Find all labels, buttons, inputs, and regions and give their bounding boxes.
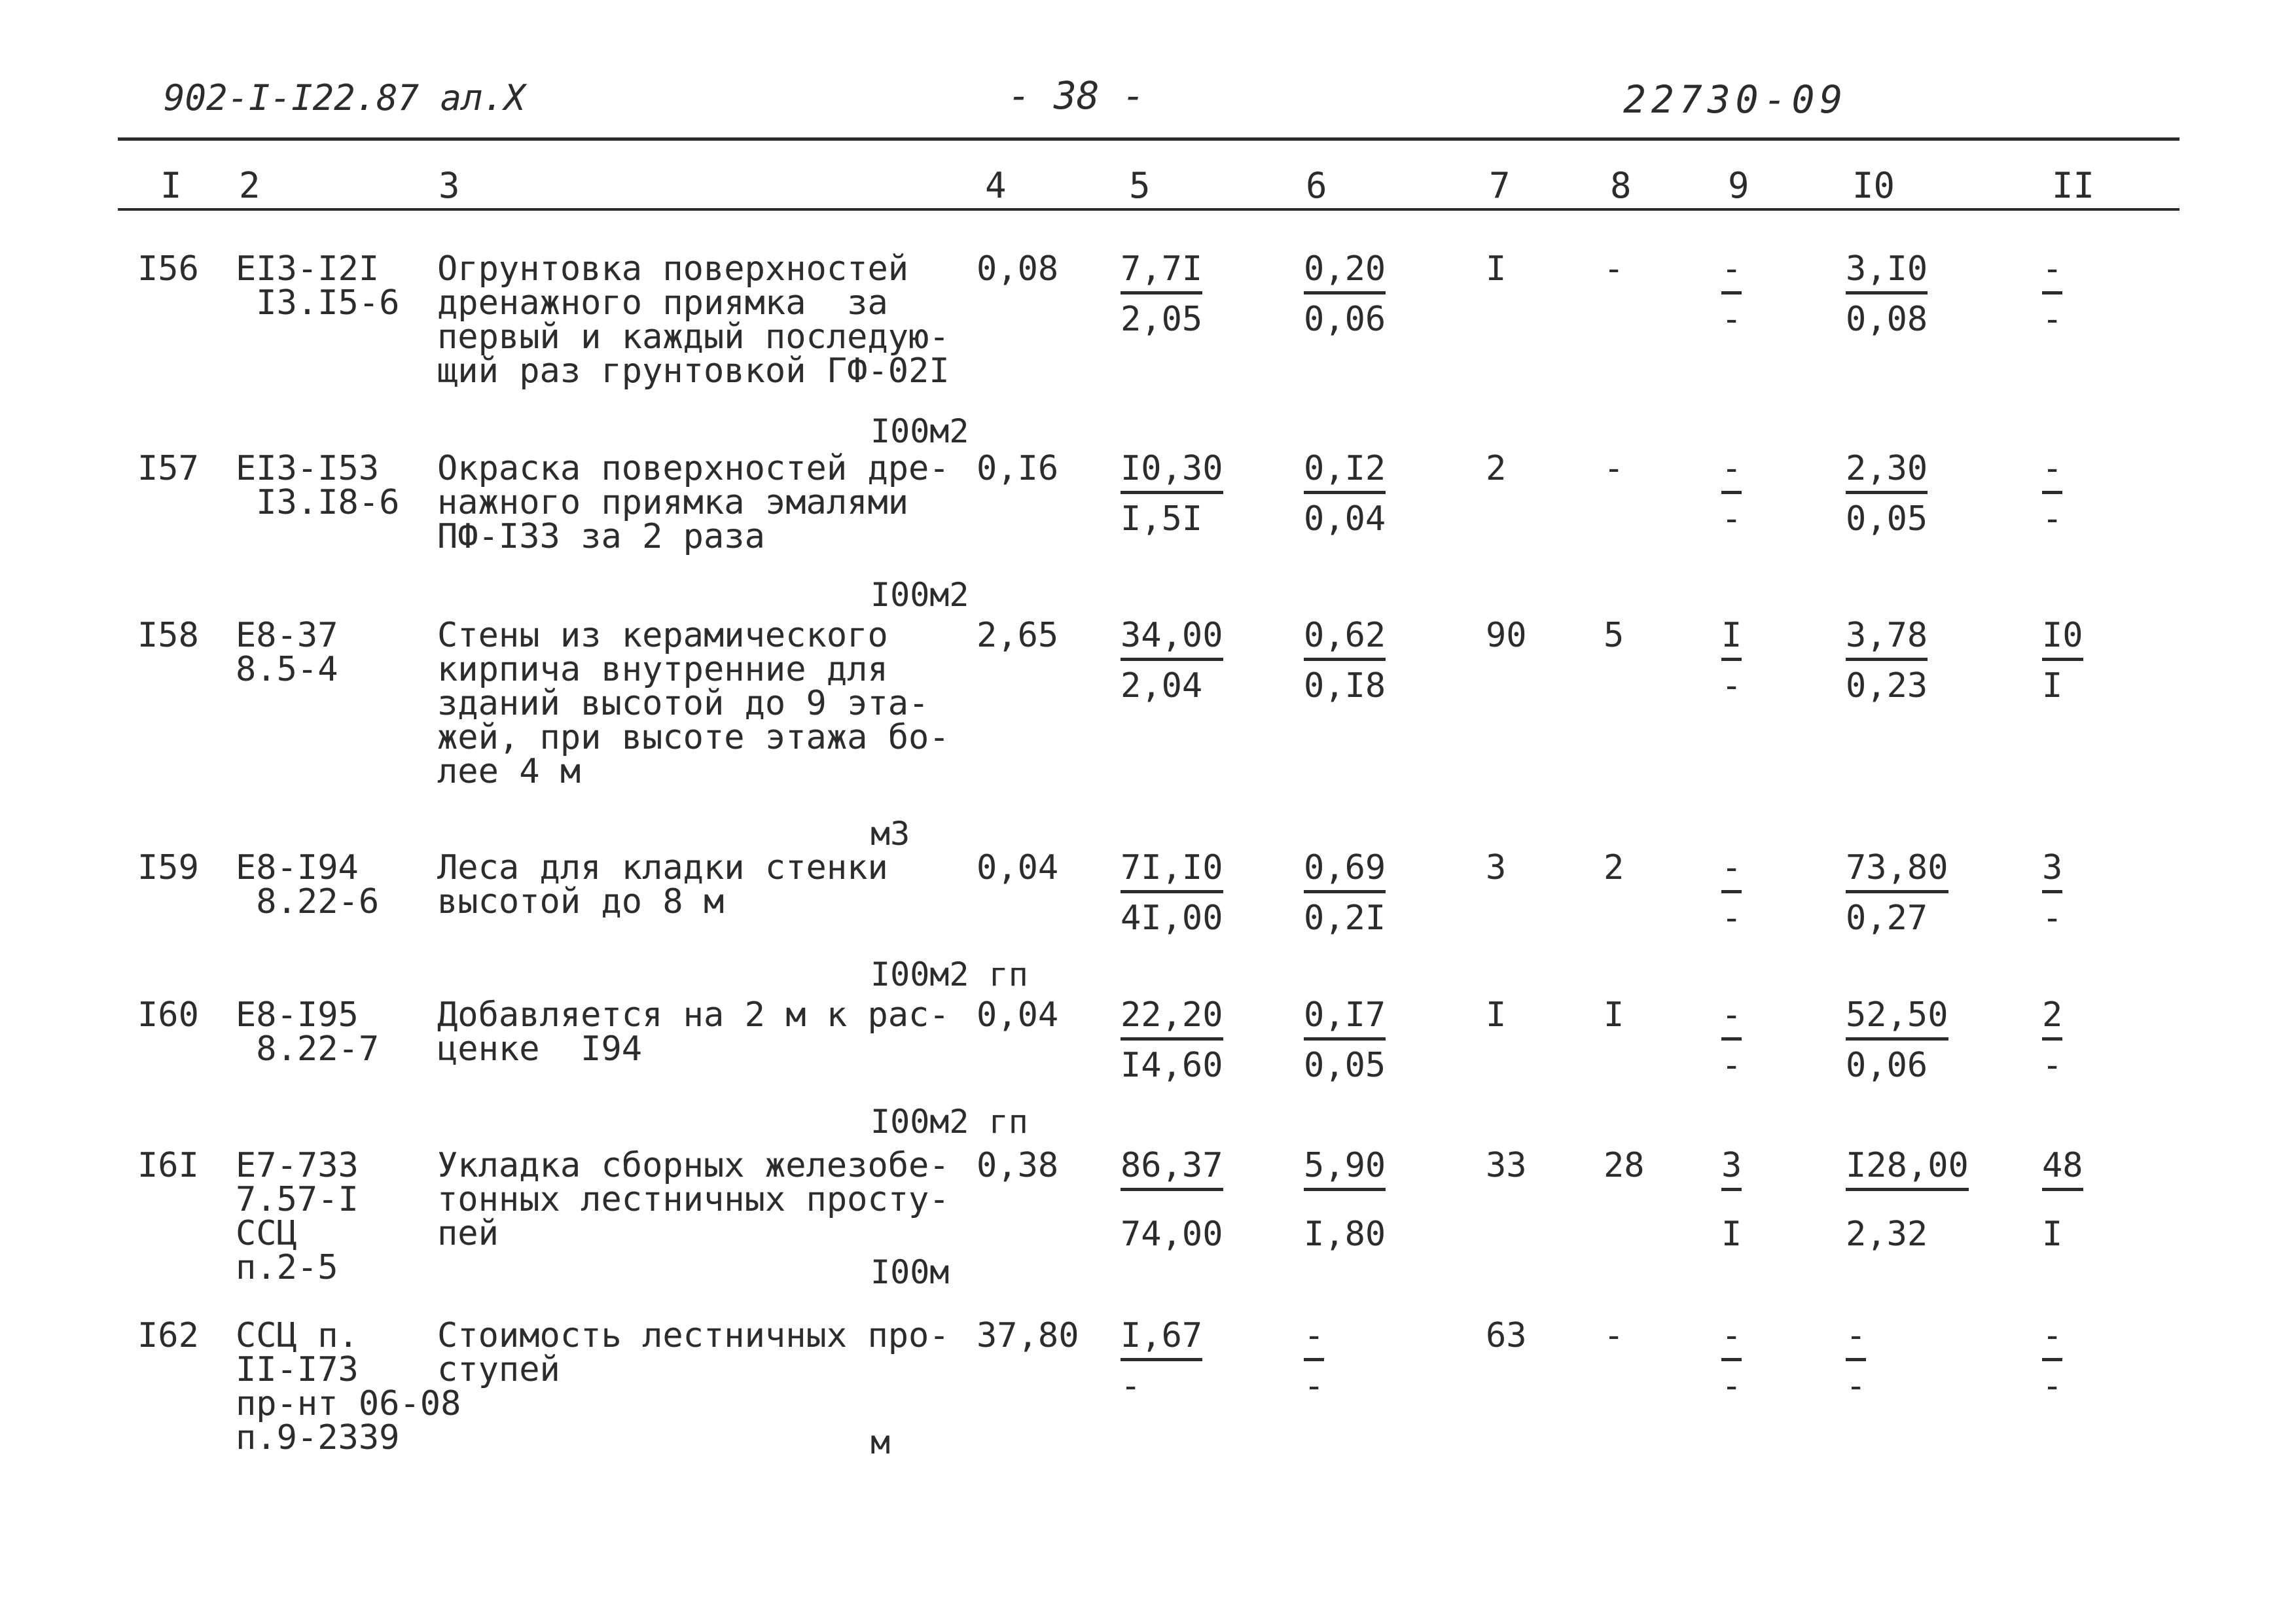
fraction-denominator: - bbox=[1846, 1366, 1867, 1406]
column-7-value: 3 bbox=[1486, 848, 1507, 887]
fraction-denominator: - bbox=[1721, 1046, 1742, 1085]
work-description: Укладка сборных железобе- тонных лестничных просту- пей bbox=[437, 1146, 950, 1253]
fraction-cell bbox=[1121, 848, 1223, 938]
fraction-cell bbox=[1846, 848, 1948, 938]
fraction-numerator: 2,30 bbox=[1846, 452, 1928, 494]
measurement-unit: I00м2 гп bbox=[870, 955, 1028, 993]
fraction-cell bbox=[2042, 618, 2083, 703]
measurement-unit: I00м bbox=[870, 1253, 950, 1291]
fraction-cell bbox=[1846, 1146, 1969, 1254]
document-number: 22730-09 bbox=[1623, 77, 1848, 122]
column-header: II bbox=[2052, 165, 2095, 206]
fraction-cell bbox=[2042, 249, 2063, 339]
fraction-denominator: I bbox=[2042, 666, 2063, 705]
fraction-denominator: I bbox=[1721, 1215, 1742, 1254]
fraction-numerator: 0,I2 bbox=[1304, 452, 1386, 494]
fraction-numerator: 22,20 bbox=[1121, 998, 1223, 1041]
fraction-denominator: 0,08 bbox=[1846, 300, 1928, 339]
fraction-cell bbox=[1846, 249, 1928, 339]
fraction-cell bbox=[1121, 449, 1223, 539]
work-description: Добавляется на 2 м к рас- ценке I94 bbox=[437, 995, 950, 1069]
fraction-cell bbox=[1121, 1146, 1223, 1254]
fraction-denominator: - bbox=[1721, 499, 1742, 539]
work-description: Леса для кладки стенки высотой до 8 м bbox=[437, 848, 888, 921]
fraction-cell bbox=[1721, 1316, 1742, 1406]
fraction-denominator: 0,2I bbox=[1304, 899, 1386, 938]
norm-code: E7-733 7.57-I ССЦ п.2-5 bbox=[236, 1146, 359, 1287]
fraction-numerator: - bbox=[1846, 1319, 1866, 1361]
column-header: 7 bbox=[1489, 165, 1511, 206]
fraction-cell bbox=[1121, 1316, 1203, 1406]
column-8-value: - bbox=[1604, 449, 1624, 488]
measurement-unit: I00м2 bbox=[870, 576, 969, 614]
fraction-numerator: - bbox=[2042, 452, 2062, 494]
fraction-cell bbox=[1121, 249, 1203, 339]
top-rule bbox=[118, 137, 2179, 141]
column-7-value: 33 bbox=[1486, 1146, 1527, 1185]
measurement-unit: I00м2 гп bbox=[870, 1103, 1028, 1141]
fraction-denominator: - bbox=[1721, 1366, 1742, 1406]
norm-code: E8-I95 8.22-7 bbox=[236, 995, 380, 1069]
column-header-rule bbox=[118, 208, 2179, 211]
work-description: Огрунтовка поверхностей дренажного приямка за первый и каждый последую- щий раз грунтовкой ГФ-02I bbox=[437, 249, 950, 391]
fraction-denominator: 0,06 bbox=[1846, 1046, 1928, 1085]
norm-code: E8-I94 8.22-6 bbox=[236, 848, 380, 921]
fraction-numerator: - bbox=[1721, 252, 1742, 294]
fraction-numerator: - bbox=[1721, 1319, 1742, 1361]
fraction-denominator: 0,06 bbox=[1304, 300, 1386, 339]
column-header: 2 bbox=[239, 165, 260, 206]
norm-code: ССЦ п. II-I73 пр-нт 06-08 п.9-2339 bbox=[236, 1316, 461, 1457]
fraction-cell bbox=[1721, 618, 1742, 703]
fraction-numerator: 48 bbox=[2042, 1149, 2083, 1191]
fraction-denominator: 0,27 bbox=[1846, 899, 1928, 938]
fraction-numerator: 0,69 bbox=[1304, 851, 1386, 893]
row-number: I62 bbox=[137, 1316, 199, 1355]
fraction-denominator: - bbox=[2042, 499, 2063, 539]
fraction-denominator: - bbox=[1304, 1366, 1325, 1406]
fraction-numerator: 3 bbox=[2042, 851, 2062, 893]
column-header: 8 bbox=[1610, 165, 1632, 206]
column-7-value: 63 bbox=[1486, 1316, 1527, 1355]
fraction-cell bbox=[2042, 848, 2063, 938]
fraction-cell bbox=[2042, 1146, 2083, 1254]
fraction-denominator: - bbox=[2042, 300, 2063, 339]
column-8-value: 5 bbox=[1604, 616, 1624, 655]
fraction-cell bbox=[2042, 1316, 2063, 1406]
fraction-cell bbox=[2042, 995, 2063, 1085]
quantity: 0,04 bbox=[977, 848, 1059, 887]
measurement-unit: м3 bbox=[870, 815, 910, 853]
fraction-numerator: 3 bbox=[1721, 1149, 1742, 1191]
column-8-value: - bbox=[1604, 249, 1624, 289]
fraction-cell bbox=[1721, 249, 1742, 339]
fraction-cell bbox=[1846, 995, 1948, 1085]
fraction-numerator: - bbox=[2042, 252, 2062, 294]
column-7-value: 2 bbox=[1486, 449, 1507, 488]
fraction-denominator: I,5I bbox=[1121, 499, 1203, 539]
fraction-cell bbox=[1846, 1316, 1867, 1406]
work-description: Окраска поверхностей дре- нажного приямка эмалями ПФ-I33 за 2 раза bbox=[437, 449, 950, 556]
column-header: 6 bbox=[1306, 165, 1327, 206]
fraction-cell bbox=[1721, 995, 1742, 1085]
fraction-denominator: I,80 bbox=[1304, 1215, 1386, 1254]
fraction-cell bbox=[1304, 1146, 1386, 1254]
fraction-numerator: 3,I0 bbox=[1846, 252, 1928, 294]
fraction-denominator: 0,05 bbox=[1304, 1046, 1386, 1085]
fraction-cell bbox=[1121, 618, 1223, 703]
page-number: - 38 - bbox=[1008, 73, 1145, 118]
fraction-numerator: 86,37 bbox=[1121, 1149, 1223, 1191]
column-header: I0 bbox=[1852, 165, 1895, 206]
column-8-value: 2 bbox=[1604, 848, 1624, 887]
fraction-denominator: - bbox=[2042, 1046, 2063, 1085]
fraction-numerator: I0 bbox=[2042, 618, 2083, 661]
fraction-denominator: 0,I8 bbox=[1304, 666, 1386, 705]
fraction-denominator: 0,05 bbox=[1846, 499, 1928, 539]
work-description: Стоимость лестничных про- ступей bbox=[437, 1316, 950, 1389]
fraction-numerator: - bbox=[1721, 452, 1742, 494]
fraction-numerator: I,67 bbox=[1121, 1319, 1202, 1361]
fraction-numerator: 0,20 bbox=[1304, 252, 1386, 294]
row-number: I6I bbox=[137, 1146, 199, 1185]
fraction-numerator: 7I,I0 bbox=[1121, 851, 1223, 893]
fraction-numerator: 0,62 bbox=[1304, 618, 1386, 661]
row-number: I56 bbox=[137, 249, 199, 289]
fraction-numerator: 3,78 bbox=[1846, 618, 1928, 661]
fraction-denominator: - bbox=[1721, 899, 1742, 938]
column-header: 3 bbox=[439, 165, 460, 206]
fraction-denominator: - bbox=[2042, 899, 2063, 938]
fraction-denominator: - bbox=[1721, 666, 1742, 705]
fraction-numerator: - bbox=[1721, 851, 1742, 893]
fraction-denominator: 74,00 bbox=[1121, 1215, 1223, 1254]
column-7-value: 90 bbox=[1486, 616, 1527, 655]
fraction-denominator: - bbox=[1721, 300, 1742, 339]
fraction-denominator: 0,23 bbox=[1846, 666, 1928, 705]
fraction-numerator: - bbox=[1304, 1319, 1324, 1361]
column-header: 4 bbox=[985, 165, 1007, 206]
fraction-denominator: 2,05 bbox=[1121, 300, 1203, 339]
fraction-cell bbox=[1304, 995, 1386, 1085]
work-description: Стены из керамического кирпича внутренние для зданий высотой до 9 эта- жей, при высоте этажа бо- лее 4 м bbox=[437, 616, 950, 791]
fraction-cell bbox=[1304, 249, 1386, 339]
fraction-cell bbox=[1721, 449, 1742, 539]
column-7-value: I bbox=[1486, 995, 1507, 1035]
fraction-numerator: - bbox=[2042, 1319, 2062, 1361]
quantity: 0,08 bbox=[977, 249, 1059, 289]
quantity: 37,80 bbox=[977, 1316, 1079, 1355]
measurement-unit: I00м2 bbox=[870, 412, 969, 450]
fraction-denominator: 2,32 bbox=[1846, 1215, 1928, 1254]
fraction-cell bbox=[2042, 449, 2063, 539]
fraction-denominator: - bbox=[2042, 1366, 2063, 1406]
fraction-numerator: I28,00 bbox=[1846, 1149, 1969, 1191]
fraction-numerator: 2 bbox=[2042, 998, 2062, 1041]
fraction-cell bbox=[1304, 618, 1386, 703]
document-code: 902-I-I22.87 ал.X bbox=[164, 77, 526, 118]
fraction-cell bbox=[1304, 848, 1386, 938]
fraction-cell bbox=[1304, 449, 1386, 539]
fraction-denominator: - bbox=[1121, 1366, 1141, 1406]
fraction-denominator: I bbox=[2042, 1215, 2063, 1254]
column-header: 9 bbox=[1728, 165, 1749, 206]
column-8-value: I bbox=[1604, 995, 1624, 1035]
column-header: I bbox=[160, 165, 182, 206]
fraction-denominator: 4I,00 bbox=[1121, 899, 1223, 938]
row-number: I59 bbox=[137, 848, 199, 887]
fraction-numerator: 73,80 bbox=[1846, 851, 1948, 893]
quantity: 2,65 bbox=[977, 616, 1059, 655]
fraction-cell bbox=[1721, 848, 1742, 938]
fraction-denominator: 2,04 bbox=[1121, 666, 1203, 705]
column-8-value: - bbox=[1604, 1316, 1624, 1355]
fraction-cell bbox=[1121, 995, 1223, 1085]
fraction-cell bbox=[1846, 449, 1928, 539]
norm-code: EI3-I53 I3.I8-6 bbox=[236, 449, 400, 522]
fraction-numerator: 34,00 bbox=[1121, 618, 1223, 661]
row-number: I60 bbox=[137, 995, 199, 1035]
quantity: 0,38 bbox=[977, 1146, 1059, 1185]
norm-code: E8-37 8.5-4 bbox=[236, 616, 338, 689]
column-7-value: I bbox=[1486, 249, 1507, 289]
fraction-numerator: 5,90 bbox=[1304, 1149, 1386, 1191]
row-number: I57 bbox=[137, 449, 199, 488]
fraction-cell bbox=[1304, 1316, 1325, 1406]
fraction-numerator: 52,50 bbox=[1846, 998, 1948, 1041]
column-header: 5 bbox=[1129, 165, 1151, 206]
column-8-value: 28 bbox=[1604, 1146, 1645, 1185]
fraction-numerator: - bbox=[1721, 998, 1742, 1041]
fraction-numerator: 7,7I bbox=[1121, 252, 1202, 294]
measurement-unit: м bbox=[870, 1423, 891, 1461]
fraction-numerator: I0,30 bbox=[1121, 452, 1223, 494]
quantity: 0,04 bbox=[977, 995, 1059, 1035]
fraction-cell bbox=[1846, 618, 1928, 703]
row-number: I58 bbox=[137, 616, 199, 655]
fraction-denominator: I4,60 bbox=[1121, 1046, 1223, 1085]
fraction-numerator: 0,I7 bbox=[1304, 998, 1386, 1041]
norm-code: EI3-I2I I3.I5-6 bbox=[236, 249, 400, 323]
fraction-cell bbox=[1721, 1146, 1742, 1254]
fraction-denominator: 0,04 bbox=[1304, 499, 1386, 539]
quantity: 0,I6 bbox=[977, 449, 1059, 488]
fraction-numerator: I bbox=[1721, 618, 1742, 661]
